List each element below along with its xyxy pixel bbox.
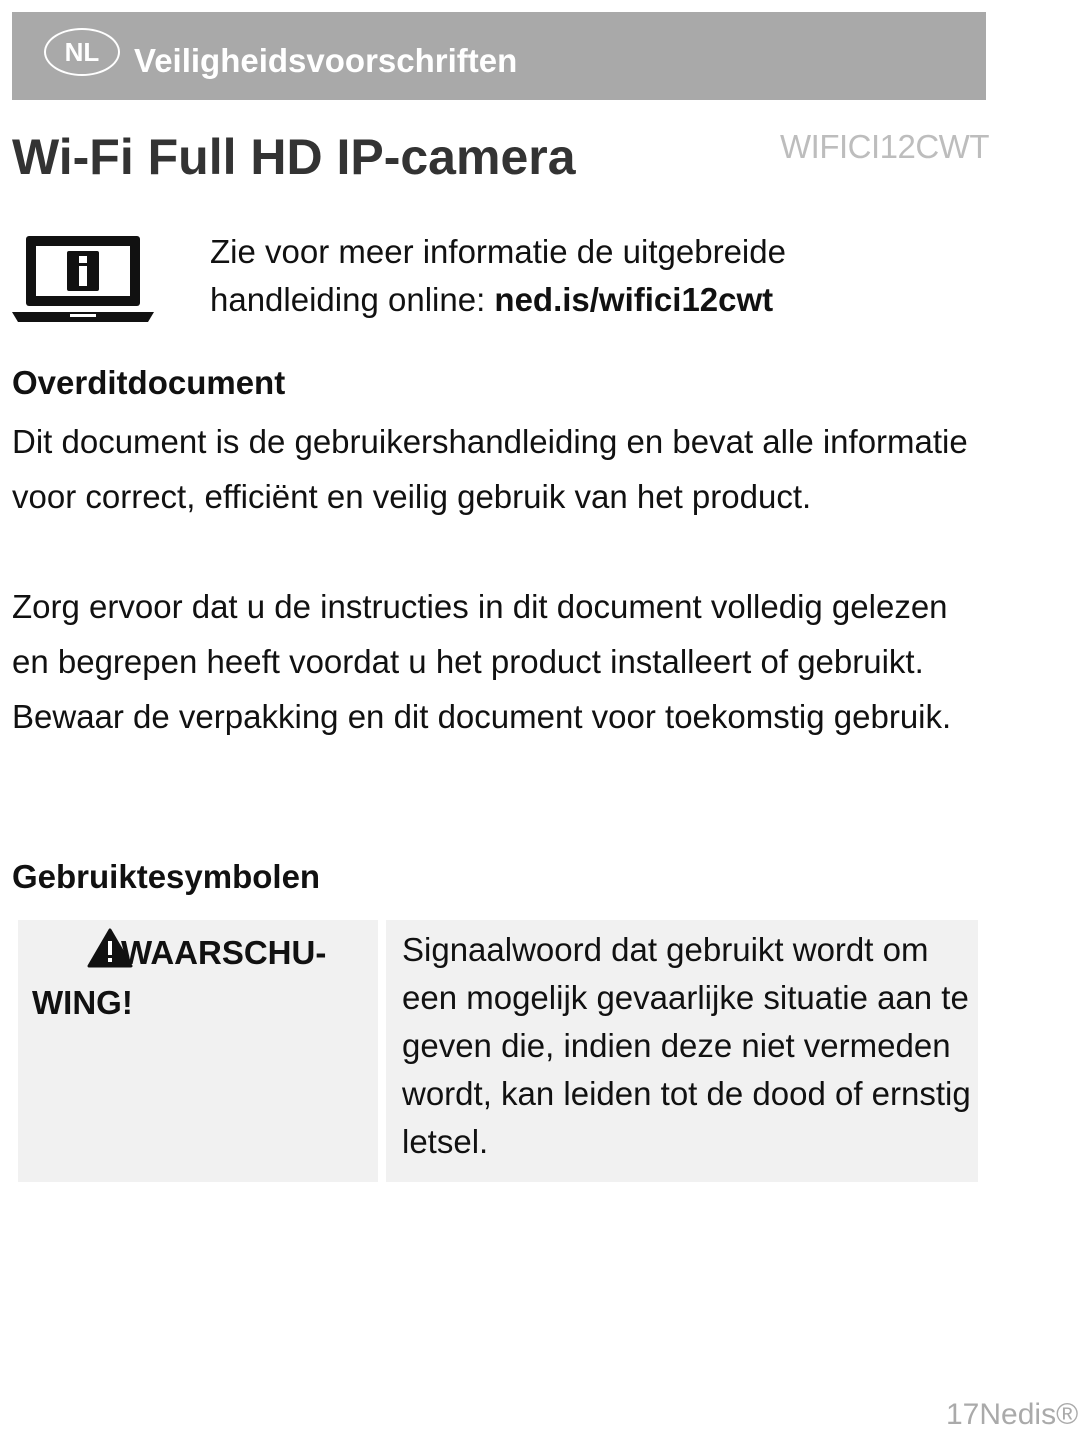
info-line-2	[210, 276, 970, 324]
laptop-info-icon	[12, 232, 154, 328]
page-number: 17	[946, 1398, 980, 1431]
warning-description: Signaalwoord dat gebruikt wordt om een mogelijk gevaarlijke situatie aan te geven die, indien deze niet vermeden wordt, kan leiden tot de dood of ernstig letsel.	[402, 931, 971, 1160]
manual-link[interactable]: ned.is/wifici12cwt	[494, 281, 774, 318]
info-line-2-prefix: handleiding online:	[210, 281, 495, 318]
warning-label: WAARSCHU-WING!	[32, 934, 327, 1021]
info-line-1: Zie voor meer informatie de uitgebreide	[210, 233, 786, 270]
section-header-bar	[12, 12, 986, 100]
online-manual-info	[210, 228, 970, 324]
page-footer	[946, 1398, 1078, 1432]
header-title: Veiligheidsvoorschriften	[134, 42, 518, 79]
about-document-heading: Overditdocument	[12, 364, 286, 401]
warning-label-wrap	[32, 928, 352, 1028]
product-title: Wi-Fi Full HD IP-camera	[12, 129, 576, 185]
brand-name: Nedis®	[979, 1398, 1079, 1431]
about-paragraph-2: Zorg ervoor dat u de instructies in dit document volledig gelezen en begrepen heeft voordat u het product installeert of gebruikt. Bewaar de verpakking en dit document voor toekomstig gebruik.	[12, 588, 952, 735]
about-paragraph-1: Dit document is de gebruikershandleiding en bevat alle informatie voor correct, efficiënt en veilig gebruik van het product.	[12, 423, 968, 515]
symbols-table	[18, 920, 980, 1182]
symbol-cell	[18, 920, 378, 1182]
language-badge: NL	[44, 28, 120, 76]
symbols-heading: Gebruiktesymbolen	[12, 858, 321, 895]
model-code: WIFICI12CWT	[780, 128, 989, 165]
description-cell	[386, 920, 978, 1182]
